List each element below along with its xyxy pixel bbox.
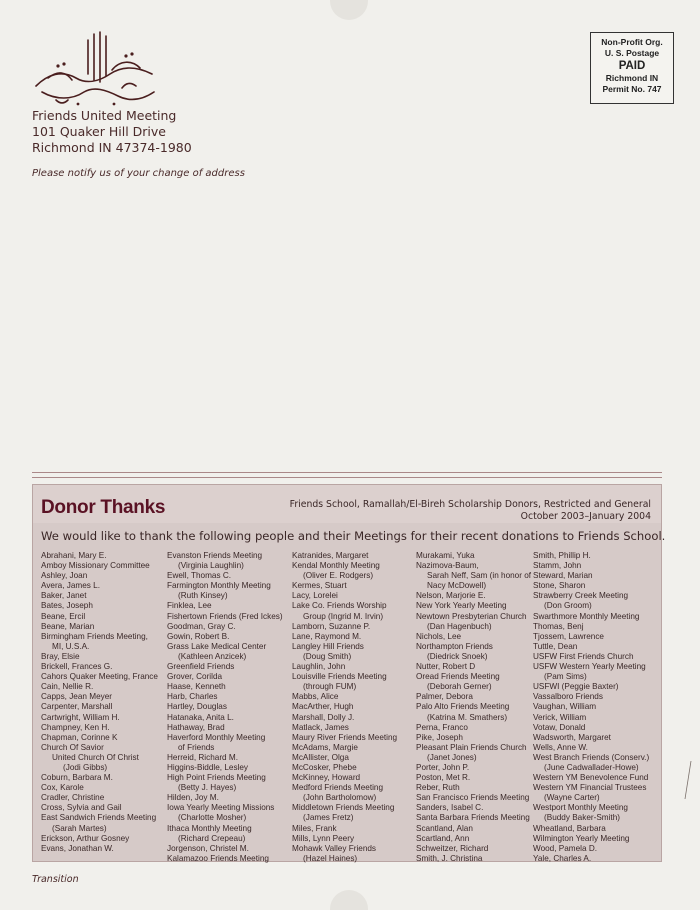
donor-entry: Wells, Anne W. (533, 742, 588, 752)
donor-entry: United Church Of Christ (52, 752, 139, 762)
donor-entry: Nazimova-Baum, (416, 561, 479, 571)
donor-entry: Wilmington Yearly Meeting (533, 833, 630, 843)
donor-entry: Western YM Benevolence Fund (533, 773, 649, 783)
donor-entry: Palo Alto Friends Meeting (416, 702, 510, 712)
donor-entry: (Pam Sims) (544, 672, 587, 682)
donor-entry: Poston, Met R. (416, 773, 471, 783)
donor-entry: Murakami, Yuka (416, 551, 475, 560)
donor-column-5 (533, 551, 649, 864)
donor-entry: Higgins-Biddle, Lesley (167, 762, 249, 772)
sender-name: Friends United Meeting (32, 108, 177, 123)
donor-entry: USFW First Friends Church (533, 651, 634, 661)
donor-entry: Lacy, Lorelei (292, 591, 338, 601)
donor-entry: Maury River Friends Meeting (292, 732, 398, 742)
donor-entry: Steward, Marian (533, 571, 593, 581)
donor-entry: Oread Friends Meeting (416, 672, 500, 682)
donor-entry: Tjossem, Lawrence (533, 631, 604, 641)
donor-entry: Lane, Raymond M. (292, 631, 362, 641)
donor-entry: (Virginia Laughlin) (178, 561, 244, 571)
donor-entry: Vaughan, William (533, 702, 597, 712)
donor-entry: Cartwright, William H. (41, 712, 120, 722)
donor-entry: Greenfield Friends (167, 662, 235, 672)
donor-entry: (Janet Jones) (427, 752, 477, 762)
postage-indicia (590, 32, 674, 104)
donor-entry: Lamborn, Suzanne P. (292, 621, 371, 631)
donor-entry: High Point Friends Meeting (167, 773, 266, 783)
donor-entry: Louisville Friends Meeting (292, 672, 387, 682)
donor-entry: Fishertown Friends (Fred Ickes) (167, 611, 283, 621)
donor-entry: McKinney, Howard (292, 773, 361, 783)
donor-entry: (Katrina M. Smathers) (427, 712, 508, 722)
donor-entry: Hartley, Douglas (167, 702, 227, 712)
donor-entry: MacArther, Hugh (292, 702, 354, 712)
donor-entry: Carpenter, Marshall (41, 702, 113, 712)
donor-entry: Erickson, Arthur Gosney (41, 833, 130, 843)
bottom-notch (330, 890, 368, 910)
donor-entry: Birmingham Friends Meeting, (41, 631, 148, 641)
donor-column-2 (167, 551, 283, 864)
donor-entry: Hilden, Joy M. (167, 793, 219, 803)
donor-subtitle (290, 499, 651, 523)
donor-entry: Hathaway, Brad (167, 722, 225, 732)
donor-entry: Ithaca Monthly Meeting (167, 823, 252, 833)
donor-entry: Verick, William (533, 712, 587, 722)
sender-city: Richmond IN 47374-1980 (32, 140, 192, 155)
donor-thanks-title: Donor Thanks (41, 497, 166, 518)
donor-entry: McAdams, Margie (292, 742, 358, 752)
donor-entry: Smith, J. Christina (416, 853, 483, 863)
donor-entry: (Dan Hagenbuch) (427, 621, 492, 631)
change-of-address-note: Please notify us of your change of address (32, 168, 245, 179)
donor-entry: Yale, Charles A. (533, 853, 592, 863)
donor-entry: (Doug Smith) (303, 651, 352, 661)
donor-entry: Ewell, Thomas C. (167, 571, 232, 581)
donor-entry: Beane, Ercil (41, 611, 86, 621)
donor-entry: Stone, Sharon (533, 581, 586, 591)
donor-entry: Western YM Financial Trustees (533, 783, 647, 793)
donor-entry: (James Fretz) (303, 813, 354, 823)
divider-line (32, 477, 662, 478)
donor-entry: USFW Western Yearly Meeting (533, 662, 646, 672)
donor-entry: Evanston Friends Meeting (167, 551, 263, 560)
donor-entry: Bates, Joseph (41, 601, 93, 611)
donor-entry: McCosker, Phebe (292, 762, 357, 772)
donor-entry: of Friends (178, 742, 215, 752)
donor-entry: (Charlotte Mosher) (178, 813, 247, 823)
donor-entry: Harb, Charles (167, 692, 218, 702)
donor-entry: Pleasant Plain Friends Church (416, 742, 527, 752)
donor-thanks-panel (32, 484, 666, 863)
donor-column-3 (292, 551, 397, 864)
donor-entry: (Ruth Kinsey) (178, 591, 228, 601)
donor-entry: Laughlin, John (292, 662, 346, 672)
donor-intro: We would like to thank the following people and their Meetings for their recent donations to Friends School. (41, 529, 666, 543)
donor-entry: (Wayne Carter) (544, 793, 600, 803)
donor-entry: Cain, Nellie R. (41, 682, 94, 692)
donor-entry: Kermes, Stuart (292, 581, 347, 591)
donor-entry: Smith, Phillip H. (533, 551, 591, 560)
donor-entry: (Kathleen Anzicek) (178, 651, 247, 661)
donor-entry: Langley Hill Friends (292, 641, 364, 651)
donor-entry: Amboy Missionary Committee (41, 561, 150, 571)
calligraphy-logo-icon (28, 30, 160, 108)
donor-entry: (John Bartholomow) (303, 793, 377, 803)
donor-entry: Sanders, Isabel C. (416, 803, 484, 813)
donor-entry: Wheatland, Barbara (533, 823, 606, 833)
donor-entry: Northampton Friends (416, 641, 493, 651)
donor-entry: Cahors Quaker Meeting, France (41, 672, 158, 682)
donor-entry: (Deborah Gerner) (427, 682, 492, 692)
donor-entry: Perna, Franco (416, 722, 468, 732)
donor-entry: Strawberry Creek Meeting (533, 591, 629, 601)
donor-entry: Haverford Monthly Meeting (167, 732, 266, 742)
donor-entry: Westport Monthly Meeting (533, 803, 628, 813)
donor-entry: Pike, Joseph (416, 732, 463, 742)
donor-entry: Jorgenson, Christel M. (167, 843, 249, 853)
donor-entry: Thomas, Benj (533, 621, 584, 631)
postage-line-1: Non-Profit Org. (601, 37, 663, 47)
donor-entry: Newtown Presbyterian Church (416, 611, 527, 621)
subtitle-line-2: October 2003–January 2004 (520, 511, 651, 522)
donor-entry: Farmington Monthly Meeting (167, 581, 271, 591)
donor-entry: Abrahani, Mary E. (41, 551, 107, 560)
donor-entry: Cross, Sylvia and Gail (41, 803, 122, 813)
donor-entry: Palmer, Debora (416, 692, 473, 702)
donor-column-4 (416, 551, 531, 864)
donor-entry: Nutter, Robert D (416, 662, 476, 672)
donor-entry: McAllister, Olga (292, 752, 349, 762)
donor-entry: Capps, Jean Meyer (41, 692, 112, 702)
donor-entry: Beane, Marian (41, 621, 95, 631)
donor-entry: New York Yearly Meeting (416, 601, 507, 611)
sender-street: 101 Quaker Hill Drive (32, 124, 166, 139)
donor-entry: (through FUM) (303, 682, 357, 692)
donor-entry: Kendal Monthly Meeting (292, 561, 380, 571)
donor-entry: Group (Ingrid M. Irvin) (303, 611, 384, 621)
donor-entry: Iowa Yearly Meeting Missions (167, 803, 275, 813)
donor-entry: Mohawk Valley Friends (292, 843, 377, 853)
subtitle-line-1: Friends School, Ramallah/El-Bireh Scholarship Donors, Restricted and General (289, 499, 651, 510)
postage-line-4: Richmond IN (605, 73, 659, 83)
donor-entry: Votaw, Donald (533, 722, 586, 732)
donor-entry: Champney, Ken H. (41, 722, 110, 732)
publication-name: Transition (32, 874, 79, 885)
donor-entry: Nichols, Lee (416, 631, 462, 641)
donor-entry: Stamm, John (533, 561, 582, 571)
donor-entry: Scantland, Alan (416, 823, 473, 833)
divider-line (32, 472, 662, 473)
donor-entry: Sarah Neff, Sam (in honor of (427, 571, 532, 581)
donor-entry: Mabbs, Alice (292, 692, 339, 702)
donor-entry: Middletown Friends Meeting (292, 803, 395, 813)
donor-column-1 (41, 551, 158, 854)
donor-entry: (Jodi Gibbs) (63, 762, 108, 772)
donor-entry: Wadsworth, Margaret (533, 732, 611, 742)
donor-entry: Avera, James L. (41, 581, 101, 591)
donor-entry: (Richard Crepeau) (178, 833, 246, 843)
postage-permit: Permit No. 747 (602, 84, 662, 94)
donor-entry: Matlack, James (292, 722, 349, 732)
donor-entry: (Hazel Haines) (303, 853, 358, 863)
donor-entry: (Sarah Martes) (52, 823, 107, 833)
donor-entry: Grover, Corilda (167, 672, 223, 682)
donor-entry: Cradler, Christine (41, 793, 105, 803)
donor-entry: Herreid, Richard M. (167, 752, 238, 762)
donor-entry: (Oliver E. Rodgers) (303, 571, 374, 581)
postage-paid: PAID (618, 60, 646, 72)
donor-entry: Miles, Frank (292, 823, 337, 833)
donor-entry: Tuttle, Dean (533, 641, 578, 651)
donor-entry: Ashley, Joan (41, 571, 88, 581)
donor-entry: Gowin, Robert B. (167, 631, 230, 641)
donor-entry: Hatanaka, Anita L. (167, 712, 234, 722)
donor-entry: Swarthmore Monthly Meeting (533, 611, 640, 621)
donor-entry: West Branch Friends (Conserv.) (533, 752, 650, 762)
donor-entry: MI, U.S.A. (52, 641, 90, 651)
donor-entry: Evans, Jonathan W. (41, 843, 114, 853)
donor-entry: Wood, Pamela D. (533, 843, 598, 853)
donor-entry: Goodman, Gray C. (167, 621, 236, 631)
donor-entry: (Buddy Baker-Smith) (544, 813, 620, 823)
donor-entry: (Betty J. Hayes) (178, 783, 237, 793)
donor-entry: Bray, Elsie (41, 651, 80, 661)
donor-entry: (Don Groom) (544, 601, 592, 611)
donor-entry: Cox, Karole (41, 783, 84, 793)
margin-pencil-mark (684, 760, 692, 800)
donor-entry: Grass Lake Medical Center (167, 641, 267, 651)
donor-entry: Lake Co. Friends Worship (292, 601, 387, 611)
donor-entry: Reber, Ruth (416, 783, 460, 793)
donor-entry: Coburn, Barbara M. (41, 773, 113, 783)
donor-entry: Vassalboro Friends (533, 692, 603, 702)
donor-entry: Marshall, Dolly J. (292, 712, 355, 722)
donor-entry: Katranides, Margaret (292, 551, 369, 560)
donor-entry: Santa Barbara Friends Meeting (416, 813, 530, 823)
donor-entry: Chapman, Corinne K (41, 732, 118, 742)
donor-entry: USFWI (Peggie Baxter) (533, 682, 619, 692)
donor-entry: Medford Friends Meeting (292, 783, 384, 793)
donor-entry: Haase, Kenneth (167, 682, 226, 692)
donor-entry: Schweitzer, Richard (416, 843, 489, 853)
donor-entry: Kalamazoo Friends Meeting (167, 853, 269, 863)
donor-entry: (June Cadwallader-Howe) (544, 762, 639, 772)
donor-entry: Nelson, Marjorie E. (416, 591, 486, 601)
donor-entry: Finklea, Lee (167, 601, 212, 611)
postage-line-2: U. S. Postage (604, 48, 660, 58)
donor-entry: Mills, Lynn Peery (292, 833, 355, 843)
donor-entry: San Francisco Friends Meeting (416, 793, 530, 803)
top-notch (330, 0, 368, 20)
donor-entry: Porter, John P. (416, 762, 470, 772)
donor-entry: East Sandwich Friends Meeting (41, 813, 157, 823)
donor-entry: Brickell, Frances G. (41, 662, 113, 672)
donor-entry: Nacy McDowell) (427, 581, 487, 591)
donor-entry: Church Of Savior (41, 742, 104, 752)
donor-entry: (Diedrick Snoek) (427, 651, 488, 661)
donor-entry: Baker, Janet (41, 591, 87, 601)
donor-entry: Scartland, Ann (416, 833, 470, 843)
